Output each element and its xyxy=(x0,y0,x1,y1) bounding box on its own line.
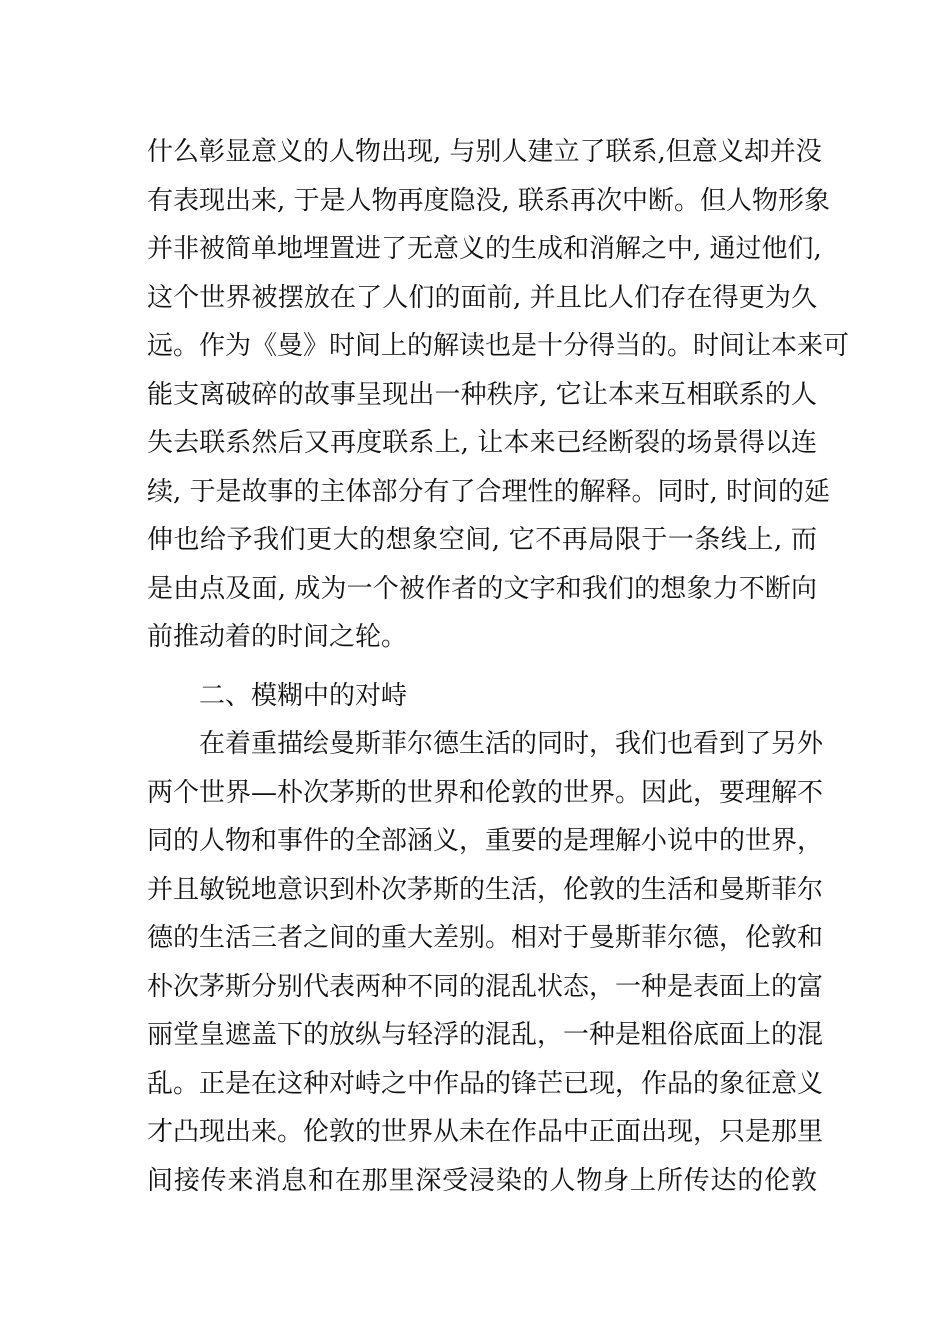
paragraph-line: 这个世界被摆放在了人们的面前, 并且比人们存在得更为久 xyxy=(147,282,817,313)
paragraph-line: 伸也给予我们更大的想象空间, 它不再局限于一条线上, 而 xyxy=(147,525,817,555)
paragraph-line: 才凸现出来。伦敦的世界从未在作品中正面出现，只是那里 xyxy=(147,1117,824,1147)
paragraph-line: 两个世界—朴次茅斯的世界和伦敦的世界。因此，要理解不 xyxy=(147,777,824,808)
paragraph-line: 远。作为《曼》时间上的解读也是十分得当的。时间让本来可 xyxy=(147,331,850,361)
paragraph-line: 间接传来消息和在那里深受浸染的人物身上所传达的伦敦 xyxy=(147,1165,817,1196)
paragraph-line: 什么彰显意义的人物出现, 与别人建立了联系,但意义却并没 xyxy=(147,137,822,167)
paragraph-2 xyxy=(147,720,824,1205)
paragraph-line: 并非被简单地埋置进了无意义的生成和消解之中, 通过他们, xyxy=(147,234,822,264)
paragraph-line: 失去联系然后又再度联系上, 让本来已经断裂的场景得以连 xyxy=(147,428,817,458)
paragraph-line: 能支离破碎的故事呈现出一种秩序, 它让本来互相联系的人 xyxy=(147,379,817,410)
section-heading xyxy=(147,672,817,721)
paragraph-line: 丽堂皇遮盖下的放纵与轻浮的混乱，一种是粗俗底面上的混 xyxy=(147,1020,824,1050)
paragraph-line: 并且敏锐地意识到朴次茅斯的生活，伦敦的生活和曼斯菲尔 xyxy=(147,874,824,905)
paragraph-line: 在着重描绘曼斯菲尔德生活的同时，我们也看到了另外 xyxy=(199,729,824,759)
paragraph-line: 朴次茅斯分别代表两种不同的混乱状态，一种是表面上的富 xyxy=(147,971,824,1002)
paragraph-1 xyxy=(147,128,850,662)
paragraph-line: 前推动着的时间之轮。 xyxy=(147,622,408,652)
paragraph-line: 续, 于是故事的主体部分有了合理性的解释。同时, 时间的延 xyxy=(147,476,831,507)
paragraph-line: 德的生活三者之间的重大差别。相对于曼斯菲尔德，伦敦和 xyxy=(147,923,824,953)
paragraph-line: 同的人物和事件的全部涵义，重要的是理解小说中的世界， xyxy=(147,826,824,856)
paragraph-line: 是由点及面, 成为一个被作者的文字和我们的想象力不断向 xyxy=(147,573,817,604)
section-heading-text: 二、模糊中的对峙 xyxy=(199,681,408,711)
paragraph-line: 乱。正是在这种对峙之中作品的锋芒已现，作品的象征意义 xyxy=(147,1068,824,1099)
paragraph-line: 有表现出来, 于是人物再度隐没, 联系再次中断。但人物形象 xyxy=(147,185,831,216)
